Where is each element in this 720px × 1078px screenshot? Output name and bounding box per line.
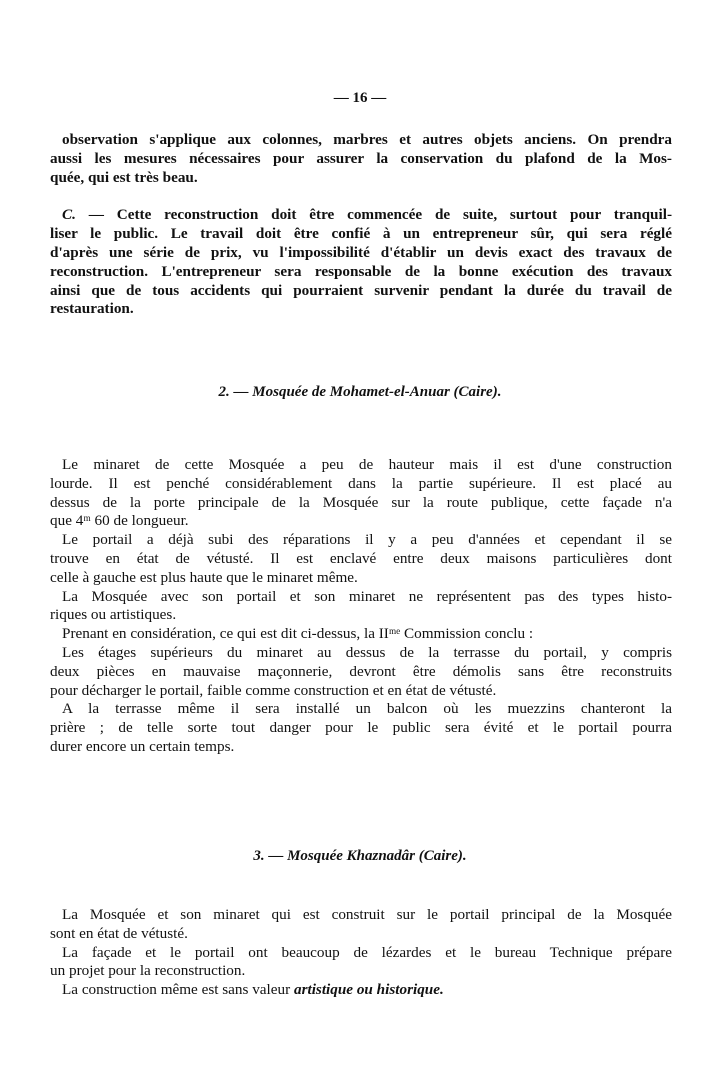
text-line: pour décharger le portail, faible comme construction et en état de vétusté. [50,681,497,699]
text-line: un projet pour la reconstruction. [50,962,246,980]
text-line: La façade et le portail ont beaucoup de lézardes et le bureau Technique prépare [62,943,672,961]
text-line: A la terrasse même il sera installé un balcon où les muezzins chanteront la [62,700,672,718]
text-line: prière ; de telle sorte tout danger pour le public sera évité et le portail pourra [50,719,672,737]
text-line [50,981,672,1000]
text-line: sont en état de vétusté. [50,924,188,942]
emphasis-text: artistique ou historique. [293,981,444,999]
page-number: — 16 — [333,90,387,106]
text-line: lourde. Il est penché considérablement dans la partie supérieure. Il est placé au [50,474,672,492]
text-line: que 4ᵐ 60 de longueur. [50,512,189,530]
text-line: quée, qui est très beau. [50,168,198,186]
clause-letter: C. [62,206,76,224]
section-2-heading: 2. — Mosquée de Mohamet-el-Anuar (Caire). [218,384,502,400]
text-line: restauration. [50,300,134,318]
text-line: Les étages supérieurs du minaret au dessus de la terrasse du portail, y compris [62,643,672,661]
text-line: Prenant en considération, ce qui est dit ci-dessus, la IIᵐᵉ Commission conclu : [62,625,534,643]
text-line: celle à gauche est plus haute que le minaret même. [50,568,358,586]
section-3-body [50,906,672,1000]
text-line: La Mosquée avec son portail et son minaret ne représentent pas des types histo- [62,587,672,605]
text-line: riques ou artistiques. [50,606,177,624]
text-line: observation s'applique aux colonnes, marbres et autres objets anciens. On prendra [62,131,672,148]
text-line: dessus de la porte principale de la Mosquée sur la route publique, cette façade n'a [50,493,672,511]
section-2-body [50,456,672,757]
text-line: ainsi que de tous accidents qui pourraient survenir pendant la durée du travail de [50,281,672,299]
text-line: liser le public. Le travail doit être confié à un entrepreneur sûr, qui sera réglé [50,225,672,243]
text-line: trouve en état de vétusté. Il est enclavé entre deux maisons particulières dont [50,549,672,567]
section-3-heading: 3. — Mosquée Khaznadâr (Caire). [253,848,467,864]
text-line: durer encore un certain temps. [50,737,235,755]
text-line: La Mosquée et son minaret qui est construit sur le portail principal de la Mosquée [62,906,672,923]
text-line: Le minaret de cette Mosquée a peu de hauteur mais il est d'une construction [62,456,672,473]
text-line: Le portail a déjà subi des réparations il y a peu d'années et cependant il se [62,531,672,549]
intro-text [50,131,672,319]
text-line: aussi les mesures nécessaires pour assurer la conservation du plafond de la Mos- [50,149,672,167]
text-line: d'après une série de prix, vu l'impossibilité d'établir un devis exact des travaux de [50,243,672,261]
text-line: C. — Cette reconstruction doit être commencée de suite, surtout pour tranquil- [62,206,672,224]
text-line: deux pièces en mauvaise maçonnerie, devront être démolis sans être reconstruits [50,662,672,680]
text: La construction même est sans valeur [62,981,294,999]
text-line: reconstruction. L'entrepreneur sera responsable de la bonne exécution des travaux [50,262,672,280]
